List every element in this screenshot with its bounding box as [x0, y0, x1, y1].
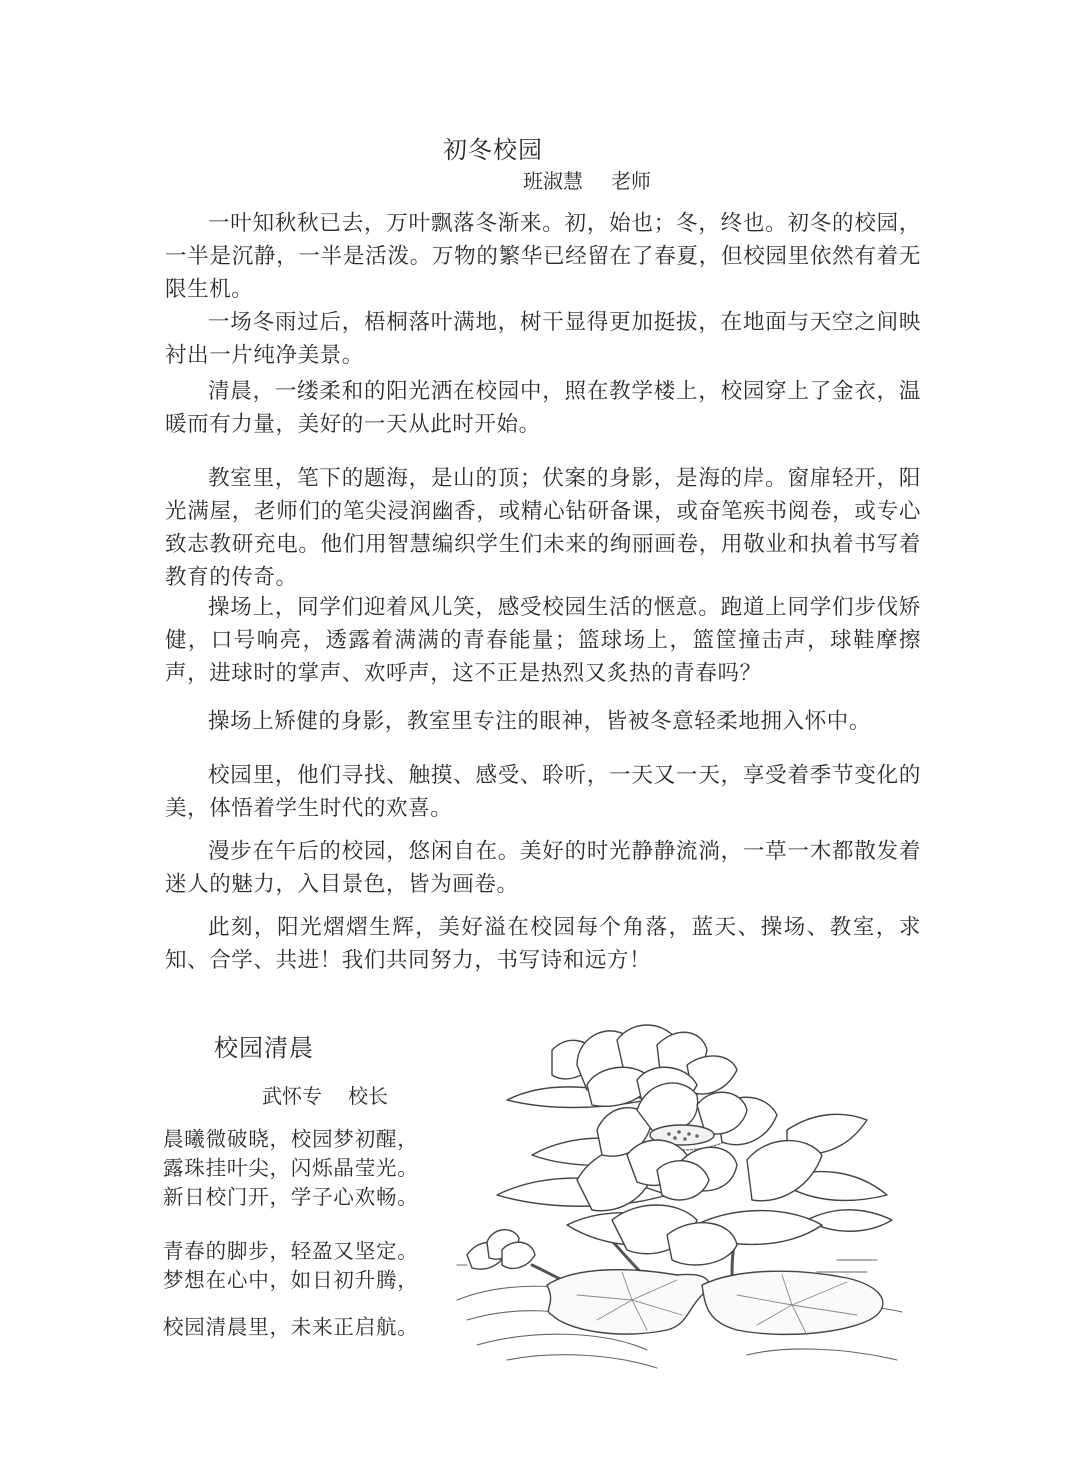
- paragraph: 此刻，阳光熠熠生辉，美好溢在校园每个角落，蓝天、操场、教室，求知、合学、共进！我们共同努力，书写诗和远方！: [165, 915, 921, 973]
- article-title: 初冬校园: [443, 136, 543, 164]
- poem-line: 青春的脚步，轻盈又坚定。: [163, 1239, 419, 1263]
- paragraph: 操场上，同学们迎着风儿笑，感受校园生活的惬意。跑道上同学们步伐矫健，口号响亮，透露着满满的青春能量；篮球场上，篮筐撞击声，球鞋摩擦声，进球时的掌声、欢呼声，这不正是热烈又炙热的青春吗？: [165, 595, 921, 686]
- poem-author-role: 校长: [348, 1084, 388, 1108]
- paragraph: 漫步在午后的校园，悠闲自在。美好的时光静静流淌，一草一木都散发着迷人的魅力，入目景色，皆为画卷。: [165, 839, 921, 897]
- paragraph: 教室里，笔下的题海，是山的顶；伏案的身影，是海的岸。窗扉轻开，阳光满屋，老师们的笔尖浸润幽香，或精心钻研备课，或奋笔疾书阅卷，或专心致志教研充电。他们用智慧编织学生们未来的绚丽画卷，用敬业和执着书写着教育的传奇。: [165, 466, 921, 590]
- poem-title: 校园清晨: [214, 1034, 314, 1062]
- paragraph: 校园里，他们寻找、触摸、感受、聆听，一天又一天，享受着季节变化的美，体悟着学生时代的欢喜。: [165, 763, 921, 821]
- poem-line: 露珠挂叶尖，闪烁晶莹光。: [163, 1156, 419, 1180]
- poem-stanza: [163, 1237, 419, 1295]
- poem-author: [262, 1080, 388, 1109]
- poem-stanza: [163, 1313, 419, 1342]
- poem-author-name: 武怀专: [262, 1084, 322, 1108]
- poem-line: 晨曦微破晓，校园梦初醒，: [163, 1127, 419, 1151]
- paragraph: 一场冬雨过后，梧桐落叶满地，树干显得更加挺拔，在地面与天空之间映衬出一片纯净美景。: [165, 310, 921, 368]
- author-name: 班淑慧: [523, 169, 583, 193]
- poem-line: 新日校门开，学子心欢畅。: [163, 1185, 419, 1209]
- paragraph: 一叶知秋秋已去，万叶飘落冬渐来。初，始也；冬，终也。初冬的校园，一半是沉静，一半是活泼。万物的繁华已经留在了春夏，但校园里依然有着无限生机。: [165, 211, 921, 302]
- lotus-illustration: [447, 1010, 907, 1380]
- paragraph: 操场上矫健的身影，教室里专注的眼神，皆被冬意轻柔地拥入怀中。: [208, 709, 872, 734]
- author-role: 老师: [611, 169, 651, 193]
- poem-line: 校园清晨里，未来正启航。: [163, 1315, 419, 1339]
- poem-stanza: [163, 1125, 419, 1212]
- paragraph: 清晨，一缕柔和的阳光洒在校园中，照在教学楼上，校园穿上了金衣，温暖而有力量，美好的一天从此时开始。: [165, 379, 921, 437]
- poem-line: 梦想在心中，如日初升腾，: [163, 1268, 419, 1292]
- article-author: [523, 165, 651, 194]
